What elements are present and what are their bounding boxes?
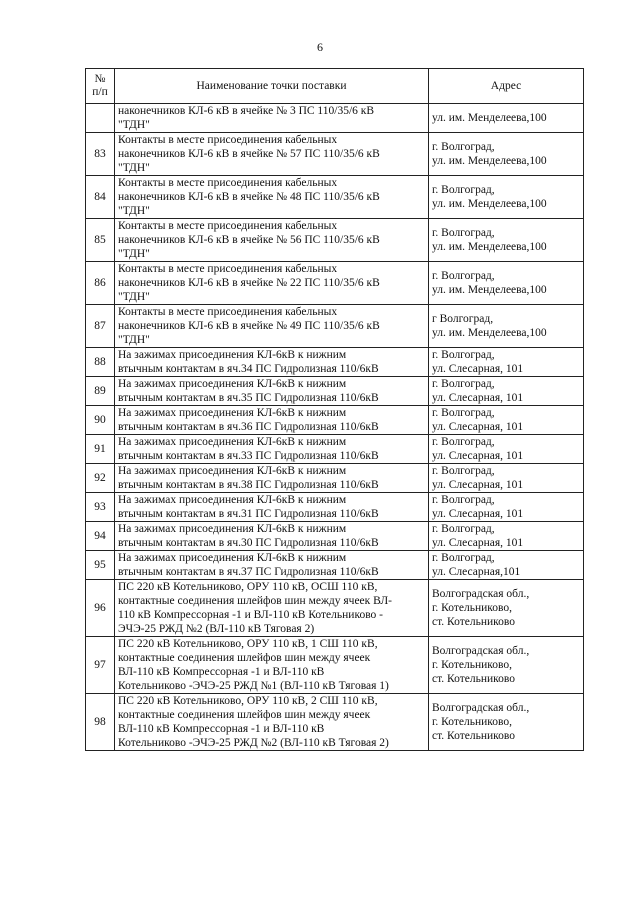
row-number: 88 — [86, 348, 115, 377]
delivery-point-address: г. Волгоград, ул. Слесарная, 101 — [429, 522, 584, 551]
delivery-point-address: г. Волгоград, ул. им. Менделеева,100 — [429, 262, 584, 305]
table-row — [86, 522, 584, 551]
delivery-point-name: ПС 220 кВ Котельниково, ОРУ 110 кВ, 2 СШ 110 кВ, контактные соединения шлейфов шин между ячеек ВЛ-110 кВ Компрессорная -1 и ВЛ-110 кВ Котельниково -ЭЧЭ-25 РЖД №2 (ВЛ-110 кВ Тяговая 2) — [115, 694, 429, 751]
delivery-point-name: На зажимах присоединения КЛ-6кВ к нижним втычным контактам в яч.35 ПС Гидролизная 110/6кВ — [115, 377, 429, 406]
row-number: 92 — [86, 464, 115, 493]
row-number: 87 — [86, 305, 115, 348]
row-number: 90 — [86, 406, 115, 435]
delivery-point-address: ул. им. Менделеева,100 — [429, 104, 584, 133]
table-row — [86, 219, 584, 262]
table-row — [86, 551, 584, 580]
table-row — [86, 435, 584, 464]
delivery-point-name: Контакты в месте присоединения кабельных наконечников КЛ-6 кВ в ячейке № 48 ПС 110/35/6 кВ "ТДН" — [115, 176, 429, 219]
row-number: 84 — [86, 176, 115, 219]
delivery-point-address: г. Волгоград, ул. Слесарная, 101 — [429, 435, 584, 464]
delivery-point-name: На зажимах присоединения КЛ-6кВ к нижним втычным контактам в яч.34 ПС Гидролизная 110/6кВ — [115, 348, 429, 377]
page-number: 6 — [317, 40, 323, 54]
table-row — [86, 176, 584, 219]
row-number: 96 — [86, 580, 115, 637]
row-number: 91 — [86, 435, 115, 464]
row-number: 89 — [86, 377, 115, 406]
delivery-point-address: г. Волгоград, ул. Слесарная, 101 — [429, 493, 584, 522]
delivery-point-name: ПС 220 кВ Котельниково, ОРУ 110 кВ, ОСШ 110 кВ, контактные соединения шлейфов шин между ячеек ВЛ- 110 кВ Компрессорная -1 и ВЛ-110 кВ Котельниково - ЭЧЭ-25 РЖД №2 (ВЛ-110 кВ Тяговая 2) — [115, 580, 429, 637]
delivery-point-name: На зажимах присоединения КЛ-6кВ к нижним втычным контактам в яч.37 ПС Гидролизная 110/6кВ — [115, 551, 429, 580]
delivery-point-address: г. Волгоград, ул. Слесарная,101 — [429, 551, 584, 580]
row-number: 98 — [86, 694, 115, 751]
table-row — [86, 305, 584, 348]
delivery-point-address: г. Волгоград, ул. Слесарная, 101 — [429, 464, 584, 493]
row-number: 93 — [86, 493, 115, 522]
delivery-point-name: Контакты в месте присоединения кабельных наконечников КЛ-6 кВ в ячейке № 56 ПС 110/35/6 кВ "ТДН" — [115, 219, 429, 262]
row-number: 95 — [86, 551, 115, 580]
delivery-point-name: Контакты в месте присоединения кабельных наконечников КЛ-6 кВ в ячейке № 22 ПС 110/35/6 кВ "ТДН" — [115, 262, 429, 305]
delivery-point-address: Волгоградская обл., г. Котельниково, ст. Котельниково — [429, 637, 584, 694]
row-number: 97 — [86, 637, 115, 694]
delivery-point-address: г. Волгоград, ул. им. Менделеева,100 — [429, 219, 584, 262]
delivery-point-name: Контакты в месте присоединения кабельных наконечников КЛ-6 кВ в ячейке № 49 ПС 110/35/6 кВ "ТДН" — [115, 305, 429, 348]
delivery-point-name: наконечников КЛ-6 кВ в ячейке № 3 ПС 110/35/6 кВ "ТДН" — [115, 104, 429, 133]
header-address: Адрес — [429, 69, 584, 104]
delivery-point-address: г. Волгоград, ул. Слесарная, 101 — [429, 348, 584, 377]
delivery-point-name: На зажимах присоединения КЛ-6кВ к нижним втычным контактам в яч.38 ПС Гидролизная 110/6кВ — [115, 464, 429, 493]
row-number — [86, 104, 115, 133]
header-delivery-point: Наименование точки поставки — [115, 69, 429, 104]
row-number: 86 — [86, 262, 115, 305]
table-row — [86, 262, 584, 305]
delivery-point-address: г Волгоград, ул. им. Менделеева,100 — [429, 305, 584, 348]
delivery-point-name: На зажимах присоединения КЛ-6кВ к нижним втычным контактам в яч.36 ПС Гидролизная 110/6кВ — [115, 406, 429, 435]
delivery-point-name: ПС 220 кВ Котельниково, ОРУ 110 кВ, 1 СШ 110 кВ, контактные соединения шлейфов шин между ячеек ВЛ-110 кВ Компрессорная -1 и ВЛ-110 кВ Котельниково -ЭЧЭ-25 РЖД №1 (ВЛ-110 кВ Тяговая 1) — [115, 637, 429, 694]
table-row — [86, 104, 584, 133]
table-row — [86, 580, 584, 637]
delivery-point-name: Контакты в месте присоединения кабельных наконечников КЛ-6 кВ в ячейке № 57 ПС 110/35/6 кВ "ТДН" — [115, 133, 429, 176]
delivery-points-table — [85, 68, 584, 751]
table-row — [86, 406, 584, 435]
delivery-point-address: г. Волгоград, ул. им. Менделеева,100 — [429, 133, 584, 176]
delivery-point-name: На зажимах присоединения КЛ-6кВ к нижним втычным контактам в яч.33 ПС Гидролизная 110/6кВ — [115, 435, 429, 464]
delivery-point-name: На зажимах присоединения КЛ-6кВ к нижним втычным контактам в яч.30 ПС Гидролизная 110/6кВ — [115, 522, 429, 551]
delivery-point-address: г. Волгоград, ул. Слесарная, 101 — [429, 406, 584, 435]
table-row — [86, 464, 584, 493]
header-number: № п/п — [86, 69, 115, 104]
delivery-point-address: г. Волгоград, ул. им. Менделеева,100 — [429, 176, 584, 219]
table-row — [86, 493, 584, 522]
row-number: 83 — [86, 133, 115, 176]
delivery-point-address: Волгоградская обл., г. Котельниково, ст. Котельниково — [429, 694, 584, 751]
delivery-point-name: На зажимах присоединения КЛ-6кВ к нижним втычным контактам в яч.31 ПС Гидролизная 110/6кВ — [115, 493, 429, 522]
table-row — [86, 348, 584, 377]
table-row — [86, 377, 584, 406]
row-number: 94 — [86, 522, 115, 551]
delivery-point-address: г. Волгоград, ул. Слесарная, 101 — [429, 377, 584, 406]
delivery-point-address: Волгоградская обл., г. Котельниково, ст. Котельниково — [429, 580, 584, 637]
table-header-row — [86, 69, 584, 104]
table-row — [86, 694, 584, 751]
table-row — [86, 133, 584, 176]
row-number: 85 — [86, 219, 115, 262]
table-row — [86, 637, 584, 694]
